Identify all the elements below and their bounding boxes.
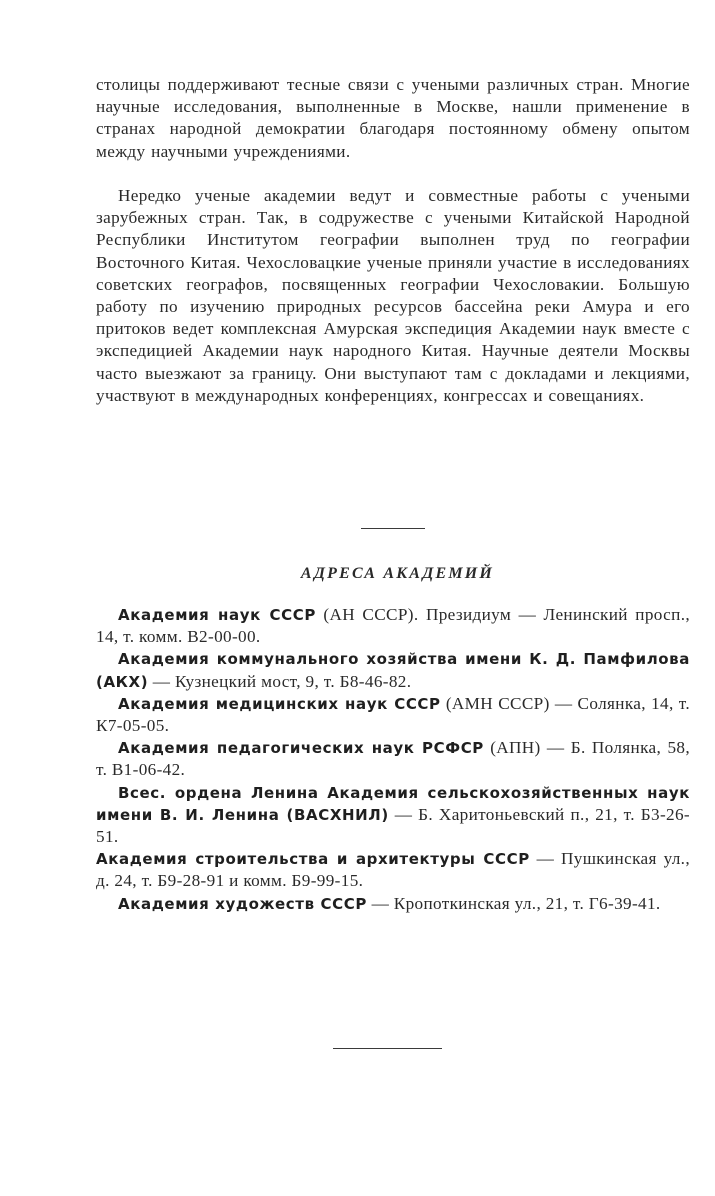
academy-address: — Б. Харитоньевский п., 21, т. Б3-26-51.: [96, 804, 690, 847]
body-paragraph-2: Нередко ученые академии ведут и совместные работы с учеными зарубежных стран. Так, в содружестве с учеными Китайской Народной Республики Институтом географии выполнен труд по географии Восточного Китая. Чехословацкие ученые приняли участие в исследованиях советских географов, посвященных географии Чехословакии. Большую работу по изучению природных ресурсов бассейна реки Амура и его притоков ведет комплексная Амурская экспедиция Академии наук вместе с экспедицией Академии наук народного Китая. Научные деятели Москвы часто выезжают за границу. Они выступают там с докладами и лекциями, участвуют в международных конференциях, конгрессах и совещаниях.: [96, 186, 690, 405]
academy-entry: [96, 737, 690, 781]
academy-entry: [96, 848, 690, 892]
academy-entry: [96, 693, 690, 737]
academy-entry: [96, 648, 690, 692]
academy-address-list: [96, 604, 690, 915]
academy-abbreviation: (АН СССР).: [315, 605, 426, 624]
academy-name: Академия медицинских наук СССР: [118, 694, 441, 713]
academy-address: — Б. Полянка, 58, т. В1-06-42.: [96, 738, 690, 780]
academy-abbreviation: (АМН СССР): [440, 693, 555, 713]
section-divider-top: [361, 528, 425, 529]
academy-address: — Солянка, 14, т. К7-05-05.: [96, 693, 690, 736]
academy-address: — Пушкинская ул., д. 24, т. Б9-28-91 и комм. Б9-99-15.: [96, 849, 690, 891]
academy-name: Академия художеств СССР: [118, 894, 367, 913]
academy-abbreviation: (АПН): [483, 738, 547, 758]
body-paragraph-1: столицы поддерживают тесные связи с учеными различных стран. Многие научные исследования, выполненные в Москве, нашли применение в странах народной демократии благодаря постоянному обмену опытом между научными учреждениями.: [96, 75, 690, 161]
section-divider-bottom: [333, 1048, 442, 1049]
academy-name: Академия строительства и архитектуры СССР: [96, 850, 530, 869]
academy-address: Президиум — Ленинский просп., 14, т. комм. В2-00-00.: [96, 605, 690, 647]
academy-address: — Кропоткинская ул., 21, т. Г6-39-41.: [366, 893, 661, 913]
academy-address: — Кузнецкий мост, 9, т. Б8-46-82.: [148, 671, 412, 691]
academy-name: Академия коммунального хозяйства имени К. Д. Памфилова (АКХ): [96, 650, 690, 691]
academy-entry: [96, 782, 690, 849]
academy-name: Всес. ордена Ленина Академия сельскохозяйственных наук имени В. И. Ленина (ВАСХНИЛ): [96, 783, 690, 824]
academy-name: Академия наук СССР: [118, 606, 316, 624]
academy-entry: [96, 604, 690, 648]
academy-name: Академия педагогических наук РСФСР: [118, 739, 484, 758]
academy-entry: [96, 893, 690, 915]
section-title: АДРЕСА АКАДЕМИЙ: [300, 565, 495, 582]
